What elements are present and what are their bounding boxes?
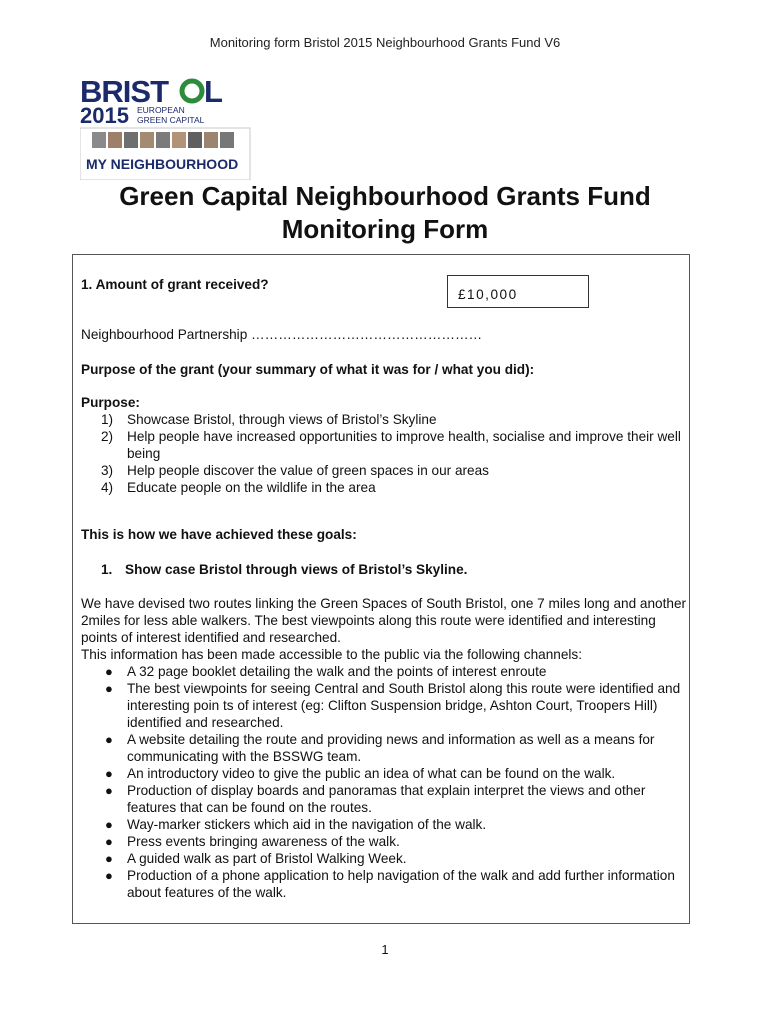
- bristol-2015-logo: [80, 74, 252, 180]
- grant-amount-field[interactable]: £10,000: [447, 275, 589, 308]
- bullet-icon: ●: [105, 766, 113, 781]
- list-item: [81, 867, 687, 901]
- purpose-item: [81, 428, 681, 462]
- svg-text:GREEN CAPITAL: GREEN CAPITAL: [137, 115, 205, 125]
- page-title: [60, 180, 710, 246]
- svg-text:EUROPEAN: EUROPEAN: [137, 105, 185, 115]
- bullet-icon: ●: [105, 851, 113, 866]
- purpose-item-text: Help people discover the value of green spaces in our areas: [127, 463, 489, 478]
- page-title-line2: Monitoring Form: [281, 214, 489, 244]
- purpose-item-number: 1): [101, 412, 114, 427]
- grant-amount-label: 1. Amount of grant received?: [81, 277, 269, 292]
- bullet-icon: ●: [105, 664, 113, 679]
- list-item: [81, 816, 687, 833]
- list-item-text: Production of a phone application to help navigation of the walk and add further information about features of the walk.: [127, 868, 675, 900]
- bullet-icon: ●: [105, 681, 113, 696]
- purpose-item-text: Educate people on the wildlife in the area: [127, 480, 376, 495]
- bullet-icon: ●: [105, 817, 113, 832]
- list-item-text: The best viewpoints for seeing Central and South Bristol along this route were identified and interesting poin ts of interest (eg: Clifton Suspension bridge, Ashton Court, Troopers Hill) identified and researched.: [127, 681, 681, 730]
- purpose-label: Purpose:: [81, 395, 140, 410]
- channels-intro-text: This information has been made accessible to the public via the following channels:: [81, 647, 582, 662]
- bullet-icon: ●: [105, 783, 113, 798]
- page-number: 1: [381, 942, 389, 957]
- purpose-item: [81, 479, 681, 496]
- purpose-item-number: 4): [101, 480, 114, 495]
- monitoring-form-box: [72, 254, 690, 924]
- list-item: [81, 663, 687, 680]
- list-item: [81, 833, 687, 850]
- purpose-item-text: Showcase Bristol, through views of Bristol’s Skyline: [127, 412, 437, 427]
- list-item-text: A guided walk as part of Bristol Walking Week.: [127, 851, 407, 866]
- list-item-text: Press events bringing awareness of the walk.: [127, 834, 400, 849]
- neighbourhood-partnership-line: Neighbourhood Partnership ……………………………………………: [81, 327, 483, 342]
- bullet-icon: ●: [105, 732, 113, 747]
- purpose-list: [81, 411, 681, 496]
- list-item-text: Production of display boards and panoramas that explain interpret the views and other features that can be found on the routes.: [127, 783, 646, 815]
- purpose-heading: Purpose of the grant (your summary of what it was for / what you did):: [81, 362, 535, 377]
- achieved-heading: This is how we have achieved these goals:: [81, 527, 357, 542]
- goal-1-text: Show case Bristol through views of Bristol’s Skyline.: [125, 562, 468, 577]
- list-item: [81, 850, 687, 867]
- bullet-icon: ●: [105, 868, 113, 883]
- svg-text:L: L: [204, 74, 223, 109]
- routes-paragraph-text: We have devised two routes linking the Green Spaces of South Bristol, one 7 miles long and another 2miles for less able walkers. The best viewpoints along this route were identified and interesting points of interest identified and researched.: [81, 596, 687, 645]
- page-title-line1: Green Capital Neighbourhood Grants Fund: [119, 181, 651, 211]
- list-item-text: A website detailing the route and providing news and information as well as a means for communicating with the BSSWG team.: [127, 732, 655, 764]
- channels-list: [81, 663, 687, 901]
- list-item: [81, 765, 687, 782]
- svg-text:BRIST: BRIST: [80, 74, 168, 109]
- list-item: [81, 782, 687, 816]
- routes-paragraph: [81, 595, 687, 663]
- running-header: Monitoring form Bristol 2015 Neighbourhood Grants Fund V6: [209, 35, 561, 50]
- list-item-text: An introductory video to give the public an idea of what can be found on the walk.: [127, 766, 616, 781]
- list-item: [81, 680, 687, 731]
- purpose-item: [81, 462, 681, 479]
- purpose-item-number: 2): [101, 429, 114, 444]
- list-item: [81, 731, 687, 765]
- purpose-item: [81, 411, 681, 428]
- purpose-item-number: 3): [101, 463, 114, 478]
- purpose-item-text: Help people have increased opportunities to improve health, socialise and improve their well being: [127, 429, 681, 461]
- svg-text:2015: 2015: [80, 103, 129, 128]
- bristol-logo-graphic: [80, 74, 252, 180]
- list-item-text: Way-marker stickers which aid in the navigation of the walk.: [127, 817, 487, 832]
- goal-1-number: 1.: [101, 562, 113, 577]
- list-item-text: A 32 page booklet detailing the walk and the points of interest enroute: [127, 664, 547, 679]
- svg-text:MY NEIGHBOURHOOD: MY NEIGHBOURHOOD: [86, 156, 239, 172]
- bullet-icon: ●: [105, 834, 113, 849]
